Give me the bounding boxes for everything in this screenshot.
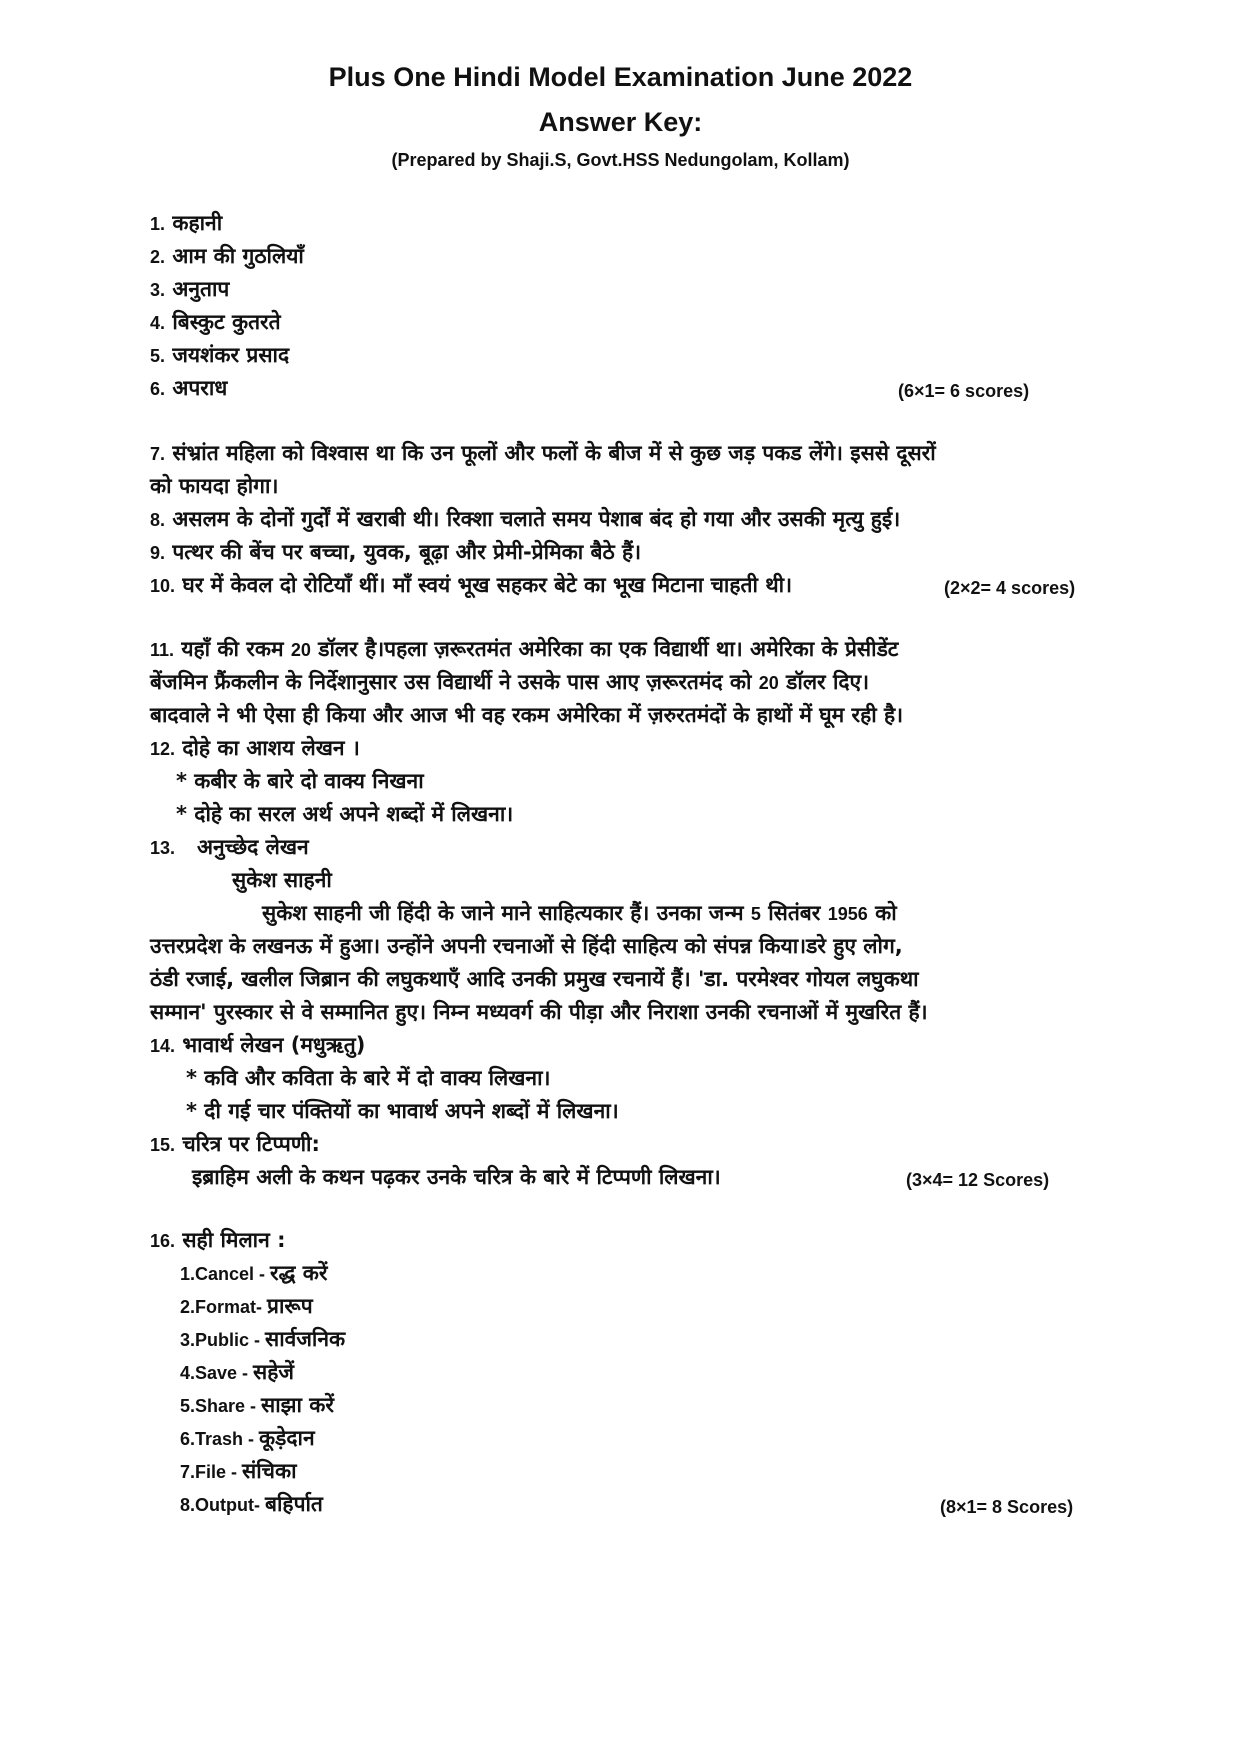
- answer-text: यहाँ की रकम: [181, 637, 284, 661]
- answer-text: आम की गुठलियाँ: [172, 244, 304, 268]
- match-english: 6.Trash -: [180, 1429, 260, 1449]
- answer-12-point-1: * कबीर के बारे दो वाक्य निखना: [176, 769, 424, 793]
- match-hindi: कूड़ेदान: [259, 1426, 315, 1450]
- match-english: 8.Output-: [180, 1495, 265, 1515]
- date-number: 5: [750, 904, 761, 924]
- answer-number: 9.: [150, 543, 166, 563]
- answer-6: [150, 373, 227, 404]
- year-number: 1956: [827, 904, 868, 924]
- answer-text: सही मिलान :: [182, 1228, 286, 1252]
- match-hindi: बहिर्पात: [264, 1492, 323, 1516]
- answer-4: [150, 307, 281, 338]
- answer-text: दोहे का आशय लेखन ।: [182, 736, 360, 760]
- answer-3: [150, 274, 229, 305]
- answer-text: अनुच्छेद लेखन: [196, 835, 309, 859]
- answer-text: सितंबर: [768, 901, 821, 925]
- match-english: 4.Save -: [180, 1363, 254, 1383]
- match-hindi: सहेजें: [253, 1360, 294, 1384]
- amount-number: 20: [758, 673, 779, 693]
- answer-13-heading: सुकेश साहनी: [232, 868, 332, 892]
- match-english: 3.Public -: [180, 1330, 266, 1350]
- answer-text: भावार्थ लेखन (मधुऋतु): [182, 1033, 366, 1057]
- answer-8: [150, 504, 900, 535]
- match-hindi: संचिका: [242, 1459, 297, 1483]
- answer-7-line-2: को फायदा होगा।: [150, 474, 279, 498]
- section-1-score: (6×1= 6 scores): [898, 381, 1030, 401]
- match-hindi: प्रारूप: [267, 1294, 313, 1318]
- match-english: 2.Format-: [180, 1297, 268, 1317]
- answer-15-title: [150, 1129, 320, 1160]
- answer-text: घर में केवल दो रोटियाँ थीं। माँ स्वयं भूख सहकर बेटे का भूख मिटाना चाहती थी।: [182, 573, 793, 597]
- match-hindi: रद्ध करें: [270, 1261, 328, 1285]
- answer-number: 8.: [150, 510, 166, 530]
- answer-11-line-3: बादवाले ने भी ऐसा ही किया और आज भी वह रकम अमेरिका में ज़रुरतमंदों के हाथों में घूम रही है।: [150, 703, 904, 727]
- match-english: 5.Share -: [180, 1396, 262, 1416]
- answer-13-line-4: सम्मान' पुरस्कार से वे सम्मानित हुए। निम्न मध्यवर्ग की पीड़ा और निराशा उनकी रचनाओं में मुखरित हैं।: [150, 1000, 928, 1024]
- match-item-5: [180, 1390, 334, 1421]
- section-2-score: (2×2= 4 scores): [944, 578, 1076, 598]
- answer-number: 16.: [150, 1231, 176, 1251]
- answer-9: [150, 537, 641, 568]
- match-english: 1.Cancel -: [180, 1264, 271, 1284]
- answer-text: पत्थर की बेंच पर बच्चा, युवक, बूढ़ा और प्रेमी-प्रेमिका बैठे हैं।: [172, 540, 642, 564]
- answer-13-line-2: उत्तरप्रदेश के लखनऊ में हुआ। उन्होंने अपनी रचनाओं से हिंदी साहित्य को संपन्न किया।डरे हुए लोग,: [150, 934, 903, 958]
- answer-13-title: [150, 832, 309, 863]
- answer-number: 2.: [150, 247, 166, 267]
- document-title: Plus One Hindi Model Examination June 2022: [328, 62, 913, 92]
- answer-number: 5.: [150, 346, 166, 366]
- match-hindi: सार्वजनिक: [265, 1327, 346, 1351]
- section-4-score: (8×1= 8 Scores): [940, 1497, 1074, 1517]
- answer-number: 12.: [150, 739, 176, 759]
- answer-13-line-1: [262, 898, 897, 929]
- answer-number: 4.: [150, 313, 166, 333]
- answer-number: 10.: [150, 576, 176, 596]
- answer-number: 7.: [150, 444, 166, 464]
- match-item-1: [180, 1258, 327, 1289]
- answer-text: कहानी: [172, 211, 223, 235]
- answer-2: [150, 241, 304, 272]
- answer-text: को: [875, 901, 897, 925]
- answer-1: [150, 208, 222, 239]
- answer-12-point-2: * दोहे का सरल अर्थ अपने शब्दों में लिखना।: [176, 802, 514, 826]
- match-item-7: [180, 1456, 297, 1487]
- answer-number: 1.: [150, 214, 166, 234]
- answer-number: 14.: [150, 1036, 176, 1056]
- match-item-8: [180, 1489, 323, 1520]
- answer-text: असलम के दोनों गुर्दों में खराबी थी। रिक्शा चलाते समय पेशाब बंद हो गया और उसकी मृत्यु हुई।: [172, 507, 901, 531]
- answer-number: 11.: [150, 640, 175, 660]
- answer-text: बेंजमिन फ्रैंकलीन के निर्देशानुसार उस विद्यार्थी ने उसके पास आए ज़रूरतमंद को: [150, 670, 752, 694]
- answer-12-title: [150, 733, 360, 764]
- match-hindi: साझा करें: [261, 1393, 335, 1417]
- section-3-score: (3×4= 12 Scores): [906, 1170, 1050, 1190]
- answer-15-text: इब्राहिम अली के कथन पढ़कर उनके चरित्र के बारे में टिप्पणी लिखना।: [192, 1165, 721, 1189]
- answer-14-point-1: * कवि और कविता के बारे में दो वाक्य लिखना।: [186, 1066, 551, 1090]
- match-item-2: [180, 1291, 313, 1322]
- answer-text: डॉलर दिए।: [786, 670, 870, 694]
- answer-number: 6.: [150, 379, 166, 399]
- match-item-4: [180, 1357, 294, 1388]
- answer-number: 3.: [150, 280, 166, 300]
- match-item-6: [180, 1423, 315, 1454]
- answer-text: चरित्र पर टिप्पणी:: [182, 1132, 320, 1156]
- answer-16-title: [150, 1225, 285, 1256]
- answer-number: 15.: [150, 1135, 176, 1155]
- answer-text: अपराध: [172, 376, 228, 400]
- answer-text: सुकेश साहनी जी हिंदी के जाने माने साहित्यकार हैं। उनका जन्म: [262, 901, 744, 925]
- answer-text: बिस्कुट कुतरते: [172, 310, 281, 334]
- document-subtitle: Answer Key:: [538, 107, 703, 137]
- answer-number: 13.: [150, 838, 176, 858]
- answer-text: डॉलर है।पहला ज़रूरतमंत अमेरिका का एक विद्यार्थी था। अमेरिका के प्रेसीडेंट: [318, 637, 899, 661]
- answer-text: संभ्रांत महिला को विश्वास था कि उन फूलों और फलों के बीज में से कुछ जड़ पकड लेंगे। इससे दूसरों: [172, 441, 936, 465]
- prepared-by-note: (Prepared by Shaji.S, Govt.HSS Nedungolam, Kollam): [391, 150, 850, 170]
- answer-text: जयशंकर प्रसाद: [172, 343, 290, 367]
- answer-10: [150, 570, 792, 601]
- answer-14-title: [150, 1030, 365, 1061]
- amount-number: 20: [290, 640, 311, 660]
- answer-11-line-2: [150, 667, 869, 698]
- answer-11-line-1: [150, 634, 898, 665]
- match-item-3: [180, 1324, 345, 1355]
- match-english: 7.File -: [180, 1462, 243, 1482]
- answer-7-line-1: [150, 438, 936, 469]
- answer-5: [150, 340, 289, 371]
- answer-13-line-3: ठंडी रजाई, खलील जिब्रान की लघुकथाएँ आदि उनकी प्रमुख रचनायें हैं। 'डा. परमेश्वर गोयल लघुकथा: [150, 967, 919, 991]
- answer-14-point-2: * दी गई चार पंक्तियों का भावार्थ अपने शब्दों में लिखना।: [186, 1099, 619, 1123]
- answer-text: अनुताप: [172, 277, 230, 301]
